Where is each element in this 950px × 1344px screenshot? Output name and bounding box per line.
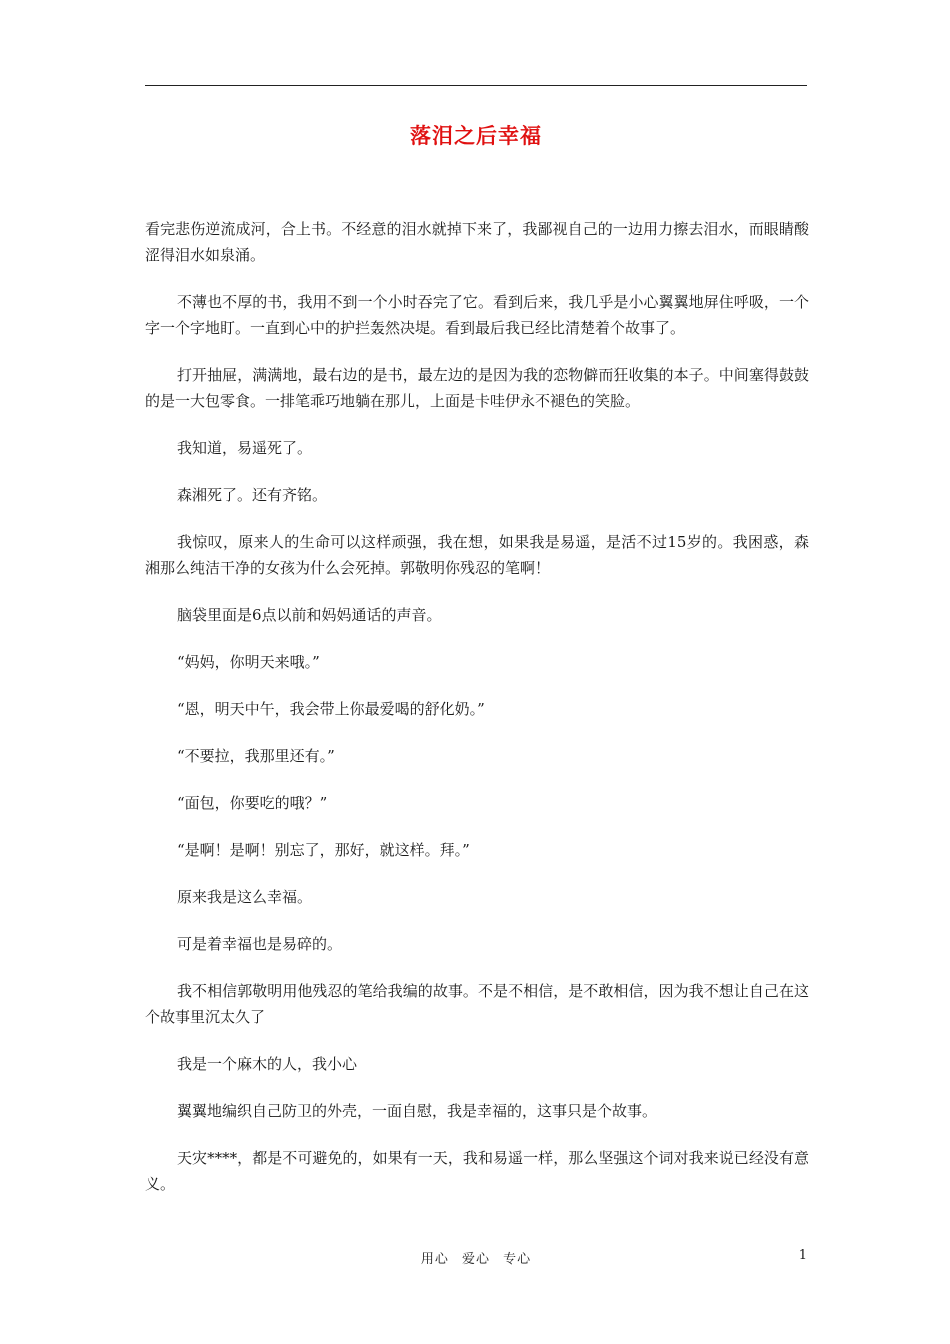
paragraph: “是啊！是啊！别忘了，那好，就这样。拜。” — [177, 841, 470, 859]
footer-motto: 用心 爱心 专心 — [420, 1252, 532, 1267]
paragraph: 翼翼地编织自己防卫的外壳，一面自慰，我是幸福的，这事只是个故事。 — [177, 1102, 658, 1120]
page-number: 1 — [798, 1248, 807, 1263]
paragraph: 打开抽屉，满满地，最右边的是书，最左边的是因为我的恋物僻而狂收集的本子。中间塞得鼓鼓的是一大包零食。一排笔乖巧地躺在那儿，上面是卡哇伊永不褪色的笑脸。 — [145, 366, 809, 410]
paragraph: 天灾****，都是不可避免的，如果有一天，我和易遥一样，那么坚强这个词对我来说已经没有意义。 — [145, 1149, 809, 1193]
paragraph: 我惊叹，原来人的生命可以这样顽强，我在想，如果我是易遥，是活不过15岁的。我困惑，森湘那么纯洁干净的女孩为什么会死掉。郭敬明你残忍的笔啊！ — [145, 533, 809, 577]
document-body — [145, 216, 809, 1218]
paragraph: 原来我是这么幸福。 — [177, 888, 313, 906]
paragraph: 森湘死了。还有齐铭。 — [177, 486, 328, 504]
paragraph: 脑袋里面是6点以前和妈妈通话的声音。 — [177, 606, 442, 624]
paragraph: “面包，你要吃的哦？” — [177, 794, 328, 812]
header-rule — [145, 85, 807, 86]
paragraph: 不薄也不厚的书，我用不到一个小时吞完了它。看到后来，我几乎是小心翼翼地屏住呼吸，一个字一个字地盯。一直到心中的护拦轰然决堤。看到最后我已经比清楚着个故事了。 — [145, 293, 809, 337]
paragraph: “恩，明天中午，我会带上你最爱喝的舒化奶。” — [177, 700, 485, 718]
document-title: 落泪之后幸福 — [410, 123, 542, 148]
paragraph: 我不相信郭敬明用他残忍的笔给我编的故事。不是不相信，是不敢相信，因为我不想让自己在这个故事里沉太久了 — [145, 982, 809, 1026]
paragraph: 可是着幸福也是易碎的。 — [177, 935, 343, 953]
page-footer — [145, 1248, 807, 1270]
paragraph: 看完悲伤逆流成河，合上书。不经意的泪水就掉下来了，我鄙视自己的一边用力擦去泪水，而眼睛酸涩得泪水如泉涌。 — [145, 220, 809, 264]
paragraph: “不要拉，我那里还有。” — [177, 747, 335, 765]
paragraph: 我是一个麻木的人，我小心 — [177, 1055, 358, 1073]
paragraph: “妈妈，你明天来哦。” — [177, 653, 320, 671]
paragraph: 我知道，易遥死了。 — [177, 439, 313, 457]
